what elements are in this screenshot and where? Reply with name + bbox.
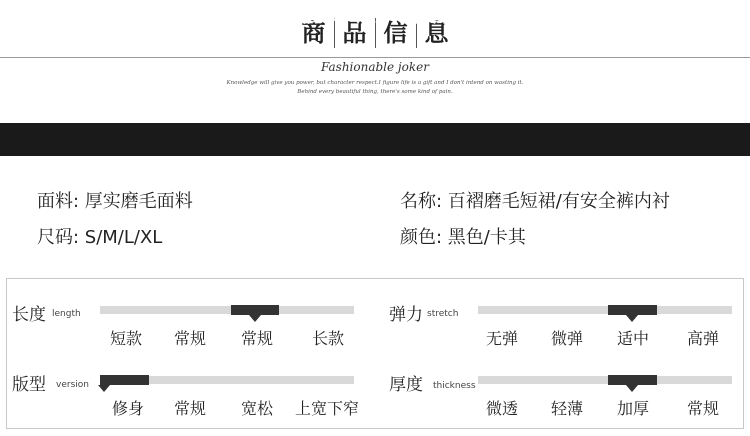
thickness-sub-label: thickness: [433, 381, 476, 391]
fit-option: 上宽下窄: [294, 399, 360, 418]
thickness-option: 加厚: [616, 399, 650, 418]
quote-line: Knowledge will give you power, but character respect.I figure life is a gift and I don't intend on wasting it.: [226, 80, 524, 86]
length-track: [100, 306, 354, 314]
stretch-option: 微弹: [550, 329, 584, 348]
title-char: 信: [383, 19, 408, 47]
length-option: 长款: [311, 329, 345, 348]
length-pointer: [249, 315, 261, 322]
fit-pointer: [98, 385, 110, 392]
stretch-option: 无弹: [485, 329, 519, 348]
thickness-marker: [608, 375, 657, 385]
title-char: 品: [342, 19, 367, 47]
length-option: 常规: [173, 329, 207, 348]
stretch-pointer: [626, 315, 638, 322]
fit-marker: [100, 375, 149, 385]
size-info: 尺码: S/M/L/XL: [37, 227, 163, 248]
stretch-marker: [608, 305, 657, 315]
stretch-track: [478, 306, 732, 314]
fabric-info: 面料: 厚实磨毛面料: [37, 191, 193, 212]
fit-option: 常规: [173, 399, 207, 418]
fit-label: 版型: [12, 375, 46, 395]
thickness-option: 常规: [686, 399, 720, 418]
thickness-pointer: [626, 385, 638, 392]
divider: [0, 57, 750, 58]
length-marker: [231, 305, 279, 315]
subtitle: Fashionable joker: [321, 60, 429, 74]
length-label: 长度: [12, 305, 46, 325]
stretch-option: 高弹: [686, 329, 720, 348]
title-char: 商: [301, 19, 326, 47]
stretch-sub-label: stretch: [427, 309, 459, 319]
section-banner: [0, 123, 750, 156]
thickness-track: [478, 376, 732, 384]
length-option: 常规: [240, 329, 274, 348]
banner-text: {产品信息—选择适合自己的}: [250, 6, 500, 27]
thickness-option: 轻薄: [550, 399, 584, 418]
fit-sub-label: version: [56, 380, 89, 390]
length-option: 短款: [109, 329, 143, 348]
thickness-option: 微透: [485, 399, 519, 418]
stretch-option: 适中: [616, 329, 650, 348]
fit-option: 宽松: [240, 399, 274, 418]
quote-line: Behind every beautiful thing, there's some kind of pain.: [297, 89, 453, 95]
length-sub-label: length: [52, 309, 81, 319]
title-char: 息: [424, 19, 449, 47]
name-info: 名称: 百褶磨毛短裙/有安全裤内衬: [400, 191, 670, 212]
color-info: 颜色: 黑色/卡其: [400, 227, 526, 248]
thickness-label: 厚度: [389, 375, 423, 395]
fit-option: 修身: [111, 399, 145, 418]
stretch-label: 弹力: [389, 305, 423, 325]
